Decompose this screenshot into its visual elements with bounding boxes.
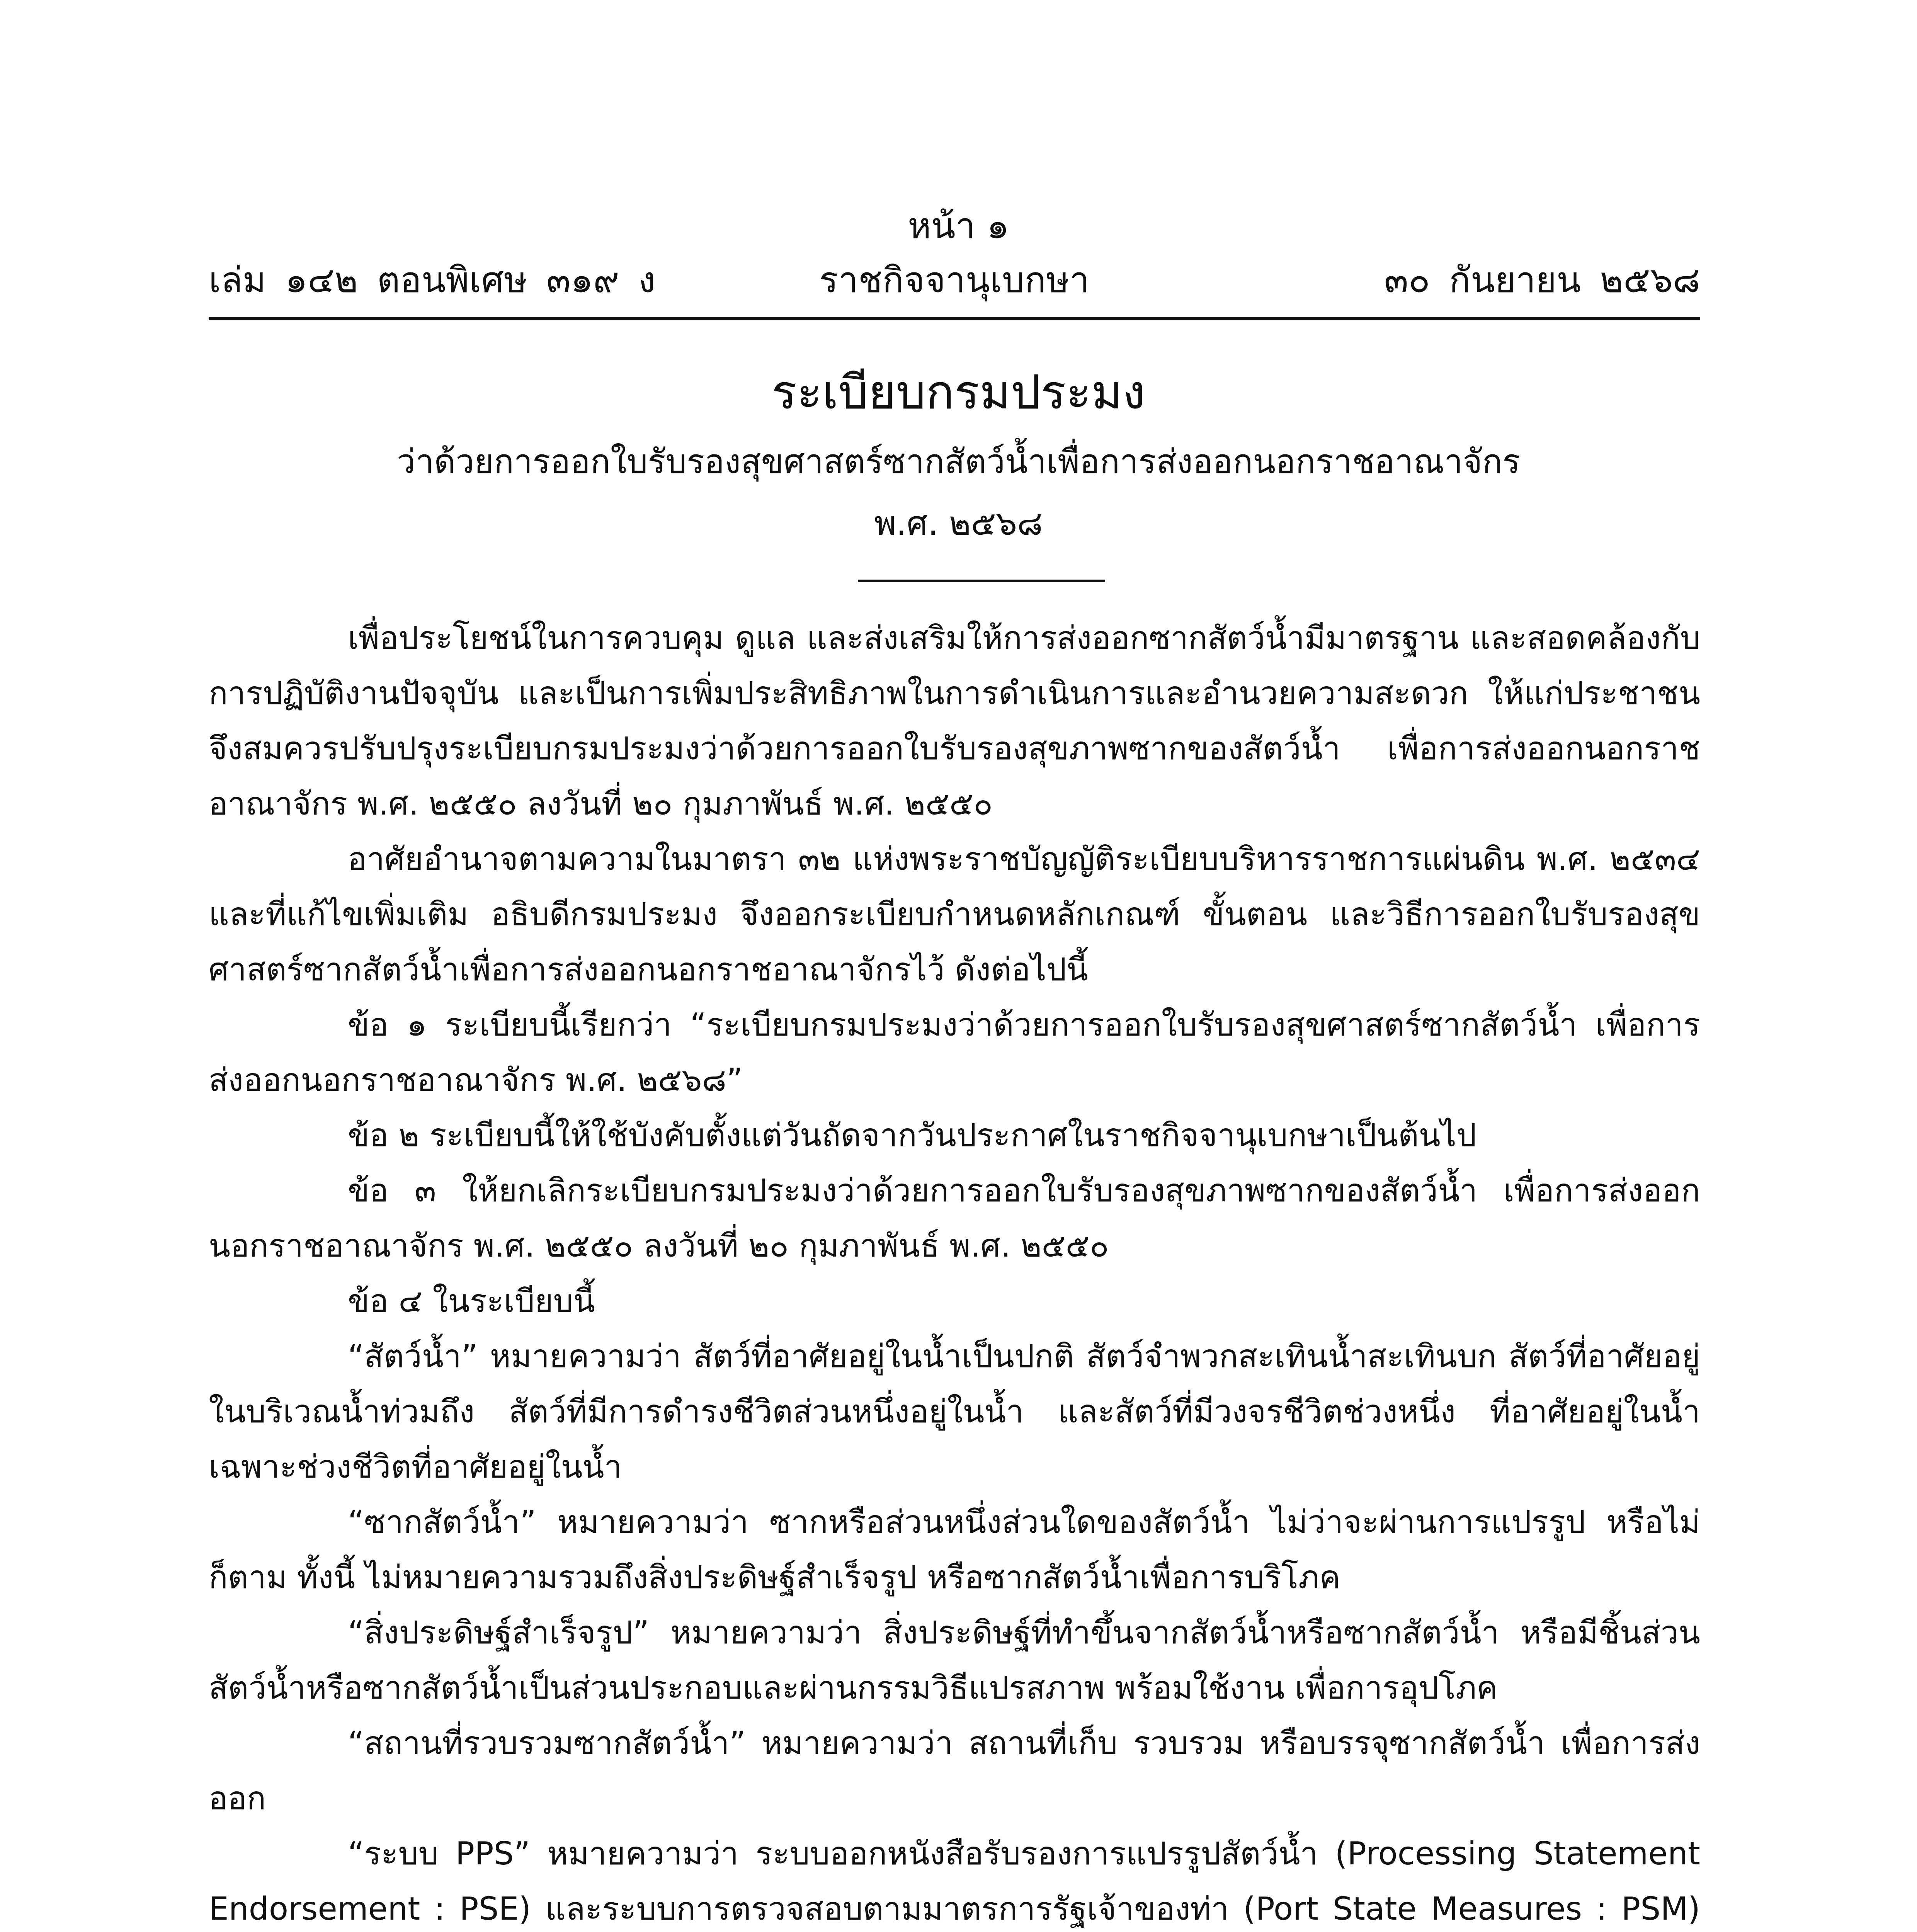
definition-carcass: “ซากสัตว์น้ำ” หมายความว่า ซากหรือส่วนหนึ่งส่วนใดของสัตว์น้ำ ไม่ว่าจะผ่านการแปรรูป หรือไม่ก็ตาม ทั้งนี้ ไม่หมายความรวมถึงสิ่งประดิษฐ์สำเร็จรูป หรือซากสัตว์น้ำเพื่อการบริโภค: [209, 1504, 1700, 1596]
gazette-header: [209, 255, 1700, 305]
publication-date: ๓๐ กันยายน ๒๕๖๘: [1384, 259, 1700, 301]
definition-finished-product: “สิ่งประดิษฐ์สำเร็จรูป” หมายความว่า สิ่งประดิษฐ์ที่ทำขึ้นจากสัตว์น้ำหรือซากสัตว์น้ำ หรือมีชิ้นส่วนสัตว์น้ำหรือซากสัตว์น้ำเป็นส่วนประกอบและผ่านกรรมวิธีแปรสภาพ พร้อมใช้งาน เพื่อการอุปโภค: [209, 1614, 1700, 1706]
authority-paragraph: อาศัยอำนาจตามความในมาตรา ๓๒ แห่งพระราชบัญญัติระเบียบบริหารราชการแผ่นดิน พ.ศ. ๒๕๓๔ และที่แก้ไขเพิ่มเติม อธิบดีกรมประมง จึงออกระเบียบกำหนดหลักเกณฑ์ ขั้นตอน และวิธีการออกใบรับรองสุขศาสตร์ซากสัตว์น้ำเพื่อการส่งออกนอกราชอาณาจักรไว้ ดังต่อไปนี้: [209, 841, 1700, 988]
header-divider: [209, 317, 1700, 320]
gazette-name: ราชกิจจานุเบกษา: [819, 259, 1090, 301]
page-number: หน้า ๑: [908, 205, 1009, 247]
clause-2: ข้อ ๒ ระเบียบนี้ให้ใช้บังคับตั้งแต่วันถัดจากวันประกาศในราชกิจจานุเบกษาเป็นต้นไป: [348, 1117, 1476, 1154]
preamble-paragraph: เพื่อประโยชน์ในการควบคุม ดูแล และส่งเสริมให้การส่งออกซากสัตว์น้ำมีมาตรฐาน และสอดคล้องกับการปฏิบัติงานปัจจุบัน และเป็นการเพิ่มประสิทธิภาพในการดำเนินการและอำนวยความสะดวก ให้แก่ประชาชน จึงสมควรปรับปรุงระเบียบกรมประมงว่าด้วยการออกใบรับรองสุขภาพซากของสัตว์น้ำ เพื่อการส่งออกนอกราชอาณาจักร พ.ศ. ๒๕๕๐ ลงวันที่ ๒๐ กุมภาพันธ์ พ.ศ. ๒๕๕๐: [209, 620, 1700, 822]
definition-aquatic-animal: “สัตว์น้ำ” หมายความว่า สัตว์ที่อาศัยอยู่ในน้ำเป็นปกติ สัตว์จำพวกสะเทินน้ำสะเทินบก สัตว์ที่อาศัยอยู่ในบริเวณน้ำท่วมถึง สัตว์ที่มีการดำรงชีวิตส่วนหนึ่งอยู่ในน้ำ และสัตว์ที่มีวงจรชีวิตช่วงหนึ่ง ที่อาศัยอยู่ในน้ำเฉพาะช่วงชีวิตที่อาศัยอยู่ในน้ำ: [209, 1338, 1700, 1485]
clause-4: ข้อ ๔ ในระเบียบนี้: [348, 1283, 595, 1320]
clause-3: ข้อ ๓ ให้ยกเลิกระเบียบกรมประมงว่าด้วยการออกใบรับรองสุขภาพซากของสัตว์น้ำ เพื่อการส่งออกนอกราชอาณาจักร พ.ศ. ๒๕๕๐ ลงวันที่ ๒๐ กุมภาพันธ์ พ.ศ. ๒๕๕๐: [209, 1172, 1700, 1264]
definition-collection-site: “สถานที่รวบรวมซากสัตว์น้ำ” หมายความว่า สถานที่เก็บ รวบรวม หรือบรรจุซากสัตว์น้ำ เพื่อการส่งออก: [209, 1725, 1700, 1817]
document-year: พ.ศ. ๒๕๖๘: [874, 504, 1043, 543]
document-subtitle: ว่าด้วยการออกใบรับรองสุขศาสตร์ซากสัตว์น้ำเพื่อการส่งออกนอกราชอาณาจักร: [396, 442, 1521, 481]
clause-1: ข้อ ๑ ระเบียบนี้เรียกว่า “ระเบียบกรมประมงว่าด้วยการออกใบรับรองสุขศาสตร์ซากสัตว์น้ำ เพื่อการส่งออกนอกราชอาณาจักร พ.ศ. ๒๕๖๘”: [209, 1007, 1700, 1099]
volume-issue: เล่ม ๑๔๒ ตอนพิเศษ ๓๑๙ ง: [209, 259, 656, 301]
definition-pps-system: “ระบบ PPS” หมายความว่า ระบบออกหนังสือรับรองการแปรรูปสัตว์น้ำ (Processing Statement Endorsement : PSE) และระบบการตรวจสอบตามมาตรการรัฐเจ้าของท่า (Port State Measures : PSM): [209, 1835, 1700, 1927]
document-body: [209, 611, 1700, 1932]
title-divider: [858, 580, 1105, 582]
document-title: ระเบียบกรมประมง: [771, 365, 1146, 420]
